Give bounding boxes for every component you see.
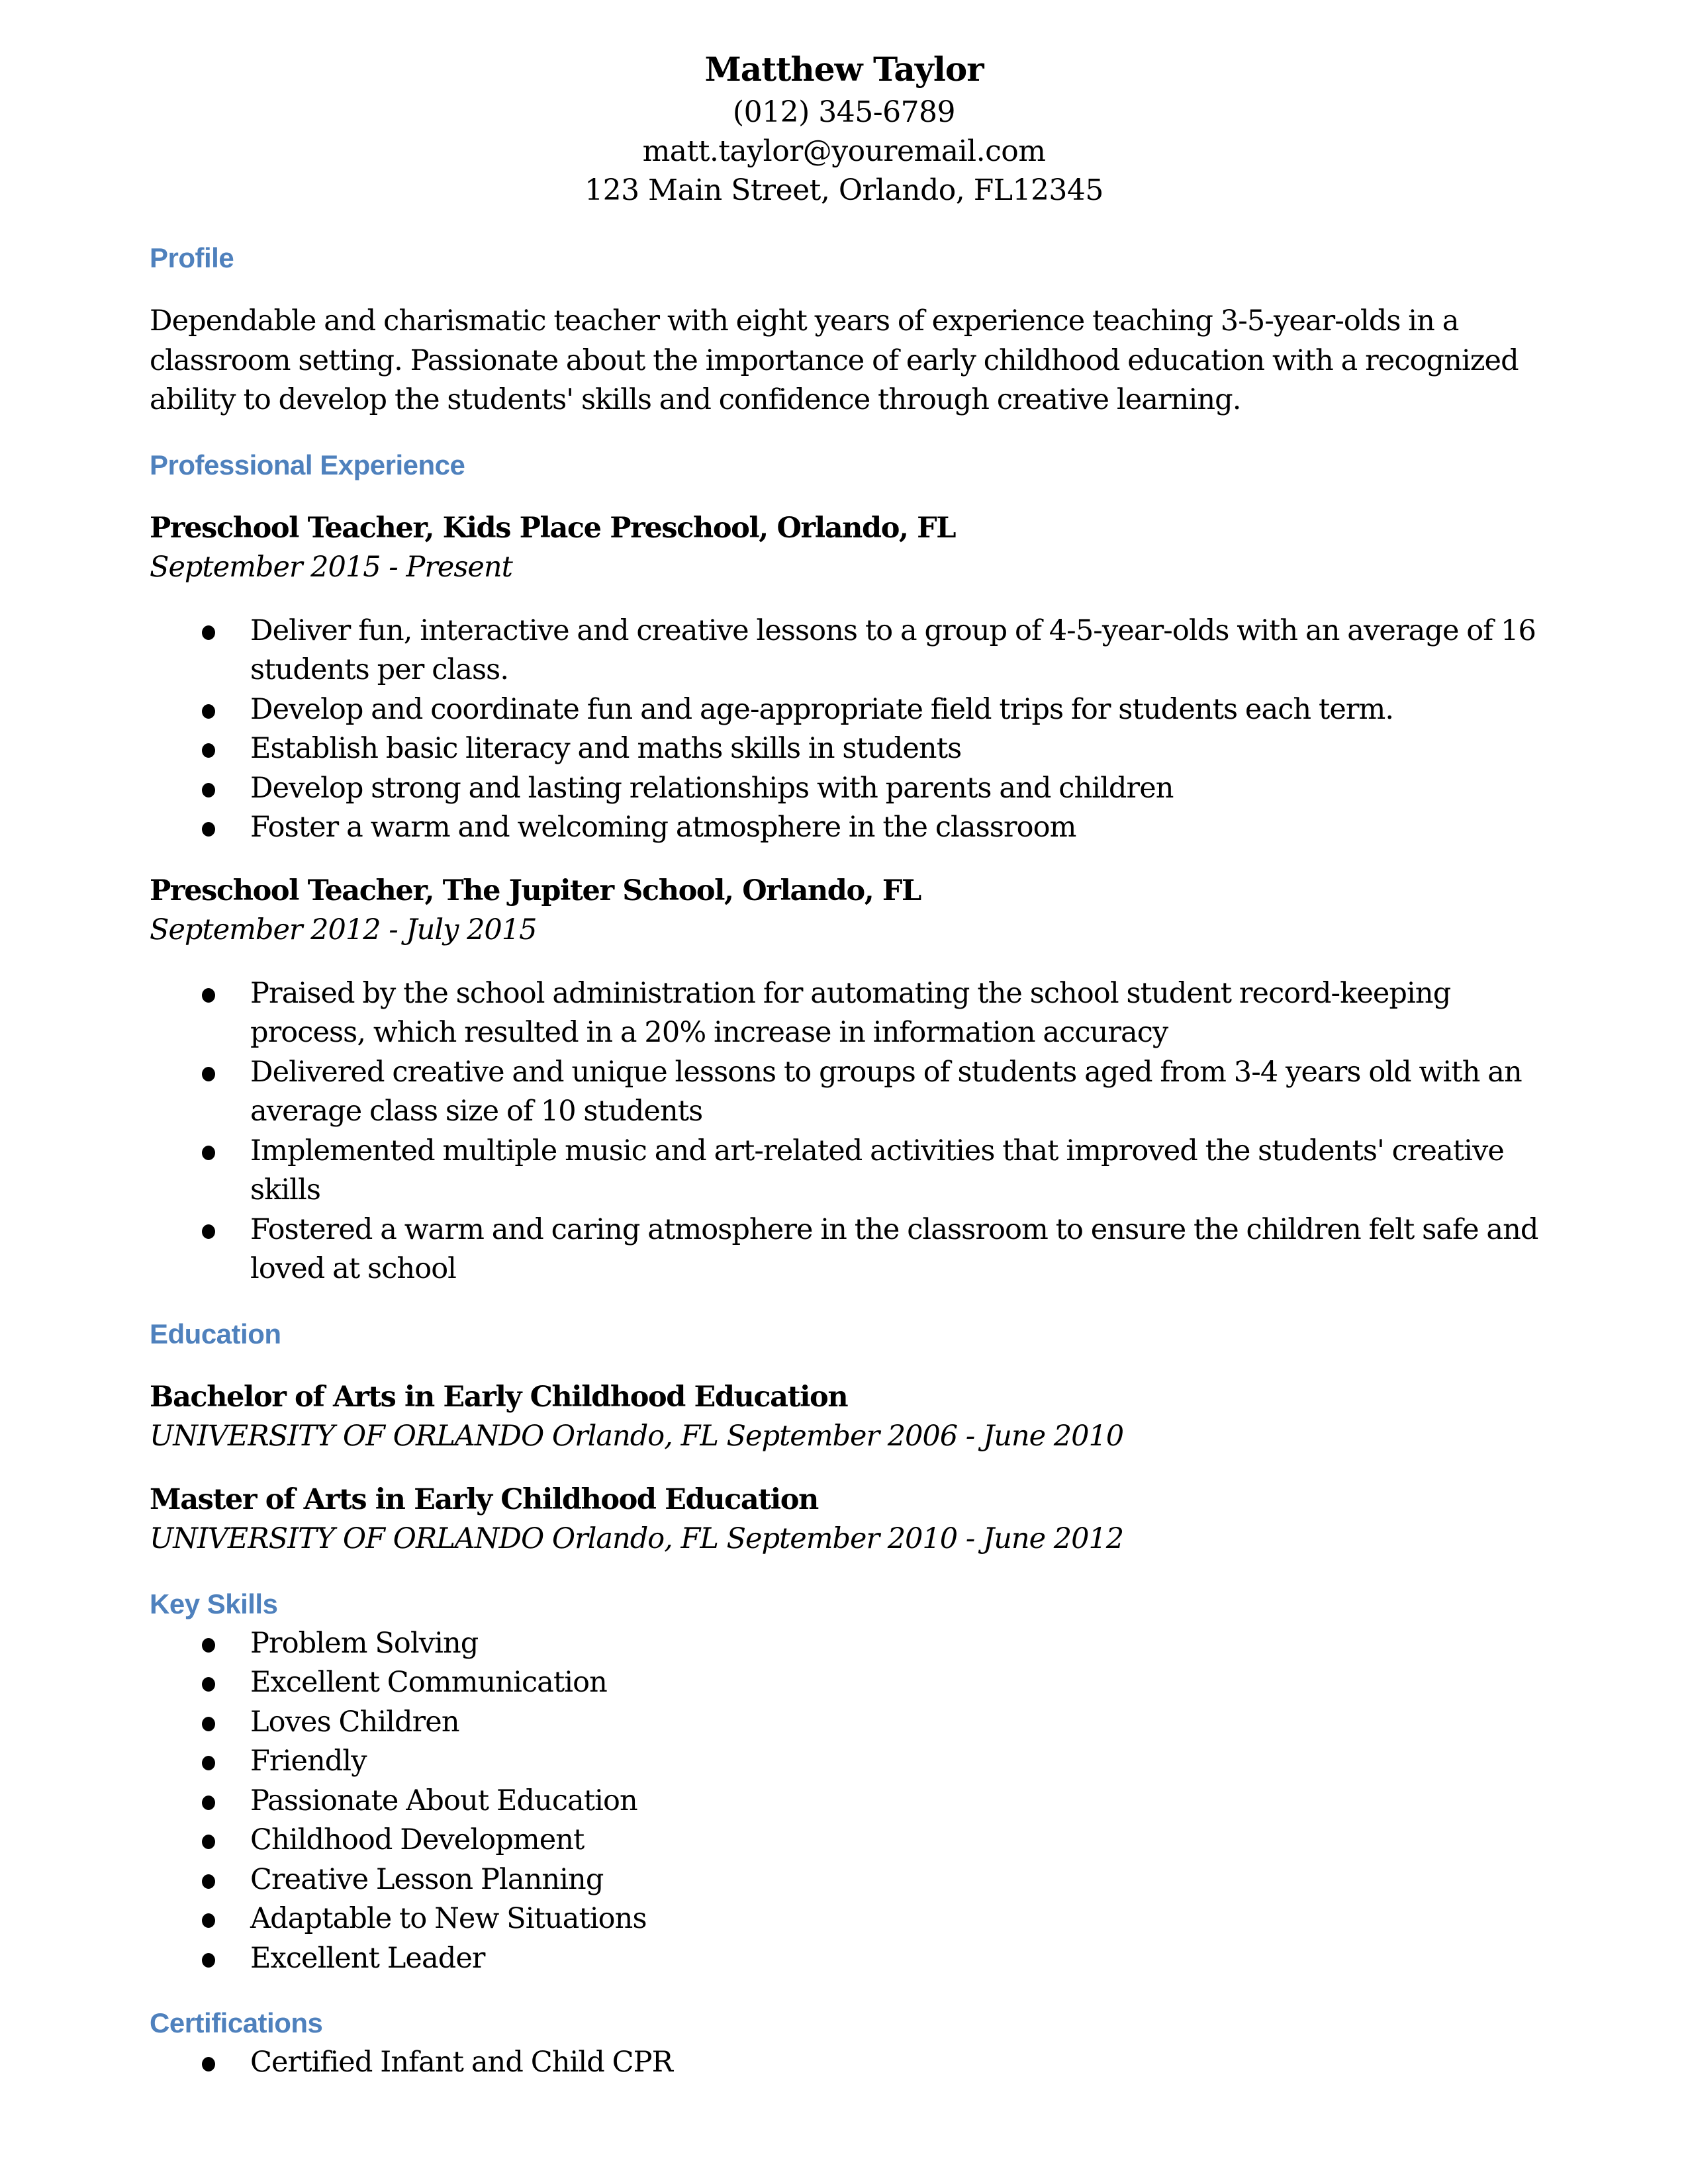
list-item: Certified Infant and Child CPR — [150, 2043, 1546, 2083]
list-item: Passionate About Education — [150, 1782, 1546, 1821]
education-heading: Education — [150, 1318, 281, 1349]
experience-heading: Professional Experience — [150, 449, 465, 480]
education-entry — [150, 1480, 1546, 1559]
list-item: Friendly — [150, 1742, 1546, 1782]
bullet-icon — [202, 1835, 215, 1849]
school-details: UNIVERSITY OF ORLANDO Orlando, FL September 2006 - June 2010 — [150, 1420, 1124, 1453]
bullet-icon — [202, 1913, 215, 1928]
certifications-heading: Certifications — [150, 2007, 323, 2038]
job-entry — [150, 509, 1546, 848]
list-item: Delivered creative and unique lessons to groups of students aged from 3-4 years old with an average class size of 10 students — [150, 1053, 1546, 1132]
candidate-name: Matthew Taylor — [704, 50, 984, 89]
job-title: Preschool Teacher, Kids Place Preschool, Orlando, FL — [150, 511, 956, 545]
list-item: Childhood Development — [150, 1821, 1546, 1860]
list-item: Develop and coordinate fun and age-appropriate field trips for students each term. — [150, 690, 1546, 730]
bullet-icon — [202, 1756, 215, 1770]
profile-heading: Profile — [150, 242, 234, 273]
list-item: Develop strong and lasting relationships with parents and children — [150, 769, 1546, 809]
street-address: 123 Main Street, Orlando, FL12345 — [585, 173, 1103, 207]
list-item: Fostered a warm and caring atmosphere in the classroom to ensure the children felt safe and loved at school — [150, 1210, 1546, 1289]
bullet-icon — [202, 743, 215, 758]
school-details: UNIVERSITY OF ORLANDO Orlando, FL September 2010 - June 2012 — [150, 1522, 1124, 1555]
bullet-icon — [202, 1796, 215, 1810]
job-bullets — [150, 974, 1546, 1289]
certifications-list — [150, 2043, 1546, 2083]
bullet-icon — [202, 1874, 215, 1889]
bullet-icon — [202, 822, 215, 837]
bullet-icon — [202, 1067, 215, 1081]
list-item: Problem Solving — [150, 1624, 1546, 1664]
bullet-icon — [202, 625, 215, 640]
list-item: Establish basic literacy and maths skills in students — [150, 729, 1546, 769]
bullet-icon — [202, 1677, 215, 1692]
bullet-icon — [202, 2057, 215, 2071]
phone-number: (012) 345-6789 — [732, 95, 956, 129]
bullet-icon — [202, 1953, 215, 1968]
list-item: Deliver fun, interactive and creative lessons to a group of 4-5-year-olds with an average of 16 students per class. — [150, 612, 1546, 690]
bullet-icon — [202, 704, 215, 719]
list-item: Excellent Communication — [150, 1663, 1546, 1703]
education-entry — [150, 1378, 1546, 1457]
contact-header — [0, 46, 1688, 210]
list-item: Adaptable to New Situations — [150, 1899, 1546, 1939]
bullet-icon — [202, 1224, 215, 1239]
list-item: Foster a warm and welcoming atmosphere in the classroom — [150, 808, 1546, 848]
resume-body — [150, 238, 1546, 2083]
job-title: Preschool Teacher, The Jupiter School, Orlando, FL — [150, 874, 921, 907]
bullet-icon — [202, 1146, 215, 1160]
bullet-icon — [202, 988, 215, 1003]
job-dates: September 2012 - July 2015 — [150, 913, 537, 946]
list-item: Creative Lesson Planning — [150, 1860, 1546, 1900]
list-item: Praised by the school administration for automating the school student record-keeping process, which resulted in a 20% increase in information accuracy — [150, 974, 1546, 1053]
skills-list — [150, 1624, 1546, 1979]
list-item: Implemented multiple music and art-related activities that improved the students' creative skills — [150, 1132, 1546, 1210]
job-bullets — [150, 612, 1546, 848]
skills-heading: Key Skills — [150, 1588, 278, 1619]
email-address: matt.taylor@youremail.com — [642, 134, 1046, 168]
bullet-icon — [202, 1717, 215, 1731]
profile-summary: Dependable and charismatic teacher with eight years of experience teaching 3-5-year-olds in a classroom setting. Passionate about the importance of early childhood education with a recognized ability to develop the students' skills and confidence through creative learning. — [150, 304, 1519, 416]
job-entry — [150, 872, 1546, 1289]
degree-title: Master of Arts in Early Childhood Education — [150, 1482, 818, 1516]
bullet-icon — [202, 783, 215, 797]
list-item: Excellent Leader — [150, 1939, 1546, 1979]
job-dates: September 2015 - Present — [150, 551, 512, 584]
list-item: Loves Children — [150, 1703, 1546, 1743]
bullet-icon — [202, 1638, 215, 1653]
degree-title: Bachelor of Arts in Early Childhood Education — [150, 1380, 848, 1414]
